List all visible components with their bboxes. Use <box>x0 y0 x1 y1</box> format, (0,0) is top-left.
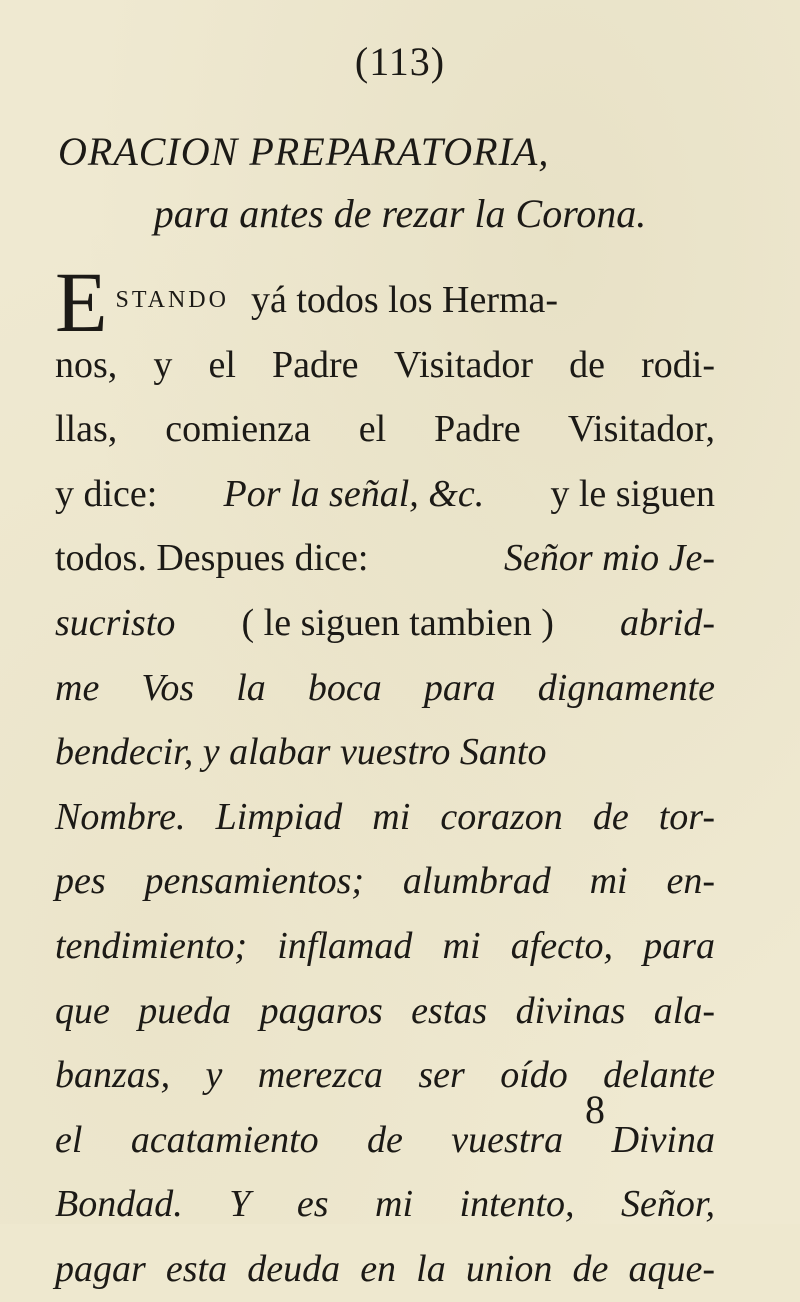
line-11-text: tendimiento; inflamad mi afecto, para <box>55 924 715 967</box>
line-3-text: llas, comienza el Padre Visitador, <box>55 408 715 451</box>
text-line-5 <box>55 526 715 591</box>
text-line-9 <box>55 785 715 850</box>
page-number: (113) <box>354 39 446 84</box>
prayer-subtitle: para antes de rezar la Corona. <box>153 191 647 236</box>
text-line-15 <box>55 1172 715 1237</box>
drop-cap: E <box>55 254 108 350</box>
text-line-11 <box>55 914 715 979</box>
line-6-italic-a: sucristo <box>55 601 176 644</box>
prayer-title: ORACION PREPARATORIA, <box>58 129 550 174</box>
line-5-roman: todos. Despues dice: <box>55 537 378 580</box>
text-line-3 <box>55 397 715 462</box>
line-12-text: que pueda pagaros estas divinas ala- <box>55 989 715 1032</box>
text-line-12 <box>55 979 715 1044</box>
text-line-2 <box>55 333 715 398</box>
line-10-text: pes pensamientos; alumbrad mi en- <box>55 860 715 903</box>
text-line-8 <box>55 720 715 785</box>
line-4-italic: Por la señal, &c. <box>223 472 485 515</box>
line-2-text: nos, y el Padre Visitador de rodi- <box>55 343 715 386</box>
line-1-smallcaps: STANDO <box>115 287 229 313</box>
line-6-italic-b: abrid- <box>620 601 715 644</box>
text-line-7 <box>55 656 715 721</box>
line-16-text: pagar esta deuda en la union de aque- <box>55 1247 715 1290</box>
line-15-text: Bondad. Y es mi intento, Señor, <box>55 1183 715 1226</box>
line-4-roman-a: y dice: <box>55 472 167 515</box>
line-13-text: banzas, y merezca ser oído delante <box>55 1054 715 1097</box>
body-text <box>55 254 715 1302</box>
line-14-text: el acatamiento de vuestra Divina <box>55 1118 715 1161</box>
line-6-roman: ( le siguen tambien ) <box>232 601 564 644</box>
text-line-16 <box>55 1237 715 1302</box>
line-4-roman-b: y le siguen <box>540 472 715 515</box>
line-5-italic: Señor mio Je- <box>503 537 715 580</box>
signature-mark: 8 <box>585 1087 605 1132</box>
line-9-text: Nombre. Limpiad mi corazon de tor- <box>55 795 715 838</box>
line-7-text: me Vos la boca para dignamente <box>55 666 715 709</box>
text-line-1 <box>55 254 715 350</box>
line-1-rest: yá todos los Herma- <box>250 279 559 321</box>
text-line-10 <box>55 849 715 914</box>
text-line-6 <box>55 591 715 656</box>
text-line-4 <box>55 462 715 527</box>
line-8-text: bendecir, y alabar vuestro Santo <box>55 731 547 774</box>
